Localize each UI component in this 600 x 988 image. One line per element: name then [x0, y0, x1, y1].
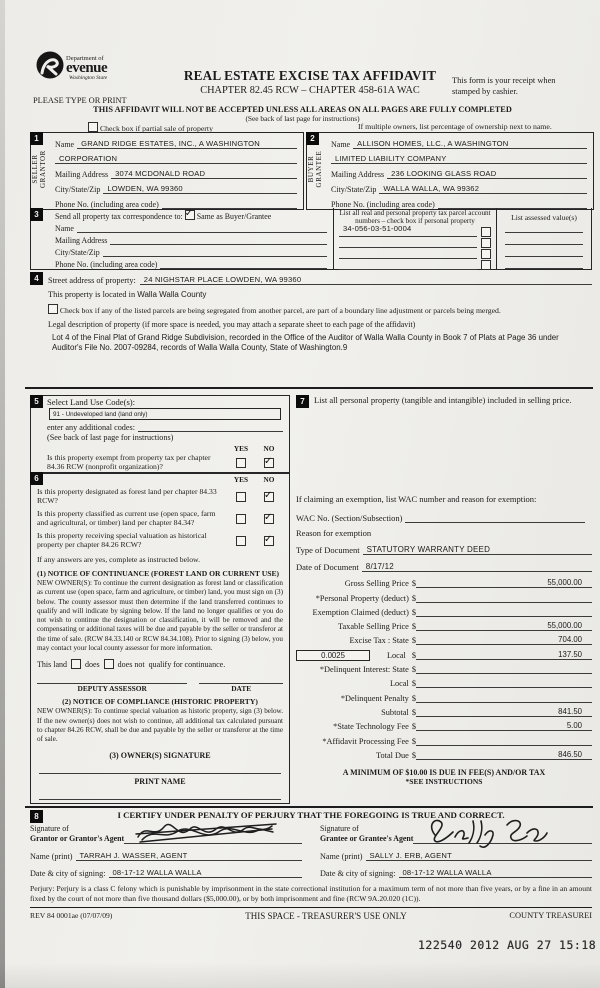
land-does-checkbox[interactable]: [71, 659, 81, 669]
street-address-label: Street address of property:: [48, 276, 136, 285]
money-row-local: 0.0025 Local $ 137.50: [296, 645, 592, 659]
legal-description-value: Lot 4 of the Final Plat of Grand Ridge Subdivision, recorded in the Office of the Auditor of Walla Walla County in Book 7 of Plats at Page 36 under Auditor's File No. 2007-09284, records of Walla Walla County, State of Washington.9: [52, 333, 559, 353]
q3-no-checkbox[interactable]: [264, 536, 274, 546]
wac-field[interactable]: [405, 522, 585, 523]
corr-address-label: Mailing Address: [55, 236, 108, 245]
excise-state-field[interactable]: 704.00: [416, 635, 592, 645]
parcel-field-4[interactable]: [339, 269, 477, 270]
land-use-title: Select Land Use Code(s):: [47, 397, 136, 407]
footer-row: [30, 911, 592, 921]
current-use-question: Is this property classified as current use (open space, farm and agricultural, or timber) land per chapter 84.34?: [37, 509, 216, 528]
assessed-field-2[interactable]: [505, 233, 583, 245]
deputy-date-label: DATE: [231, 684, 252, 694]
exempt-no-checkbox[interactable]: [264, 458, 274, 468]
q1-yes-checkbox[interactable]: [236, 492, 246, 502]
money-row-gross: Gross Selling Price $ 55,000.00: [296, 574, 592, 588]
certify-statement: I CERTIFY UNDER PENALTY OF PERJURY THAT THE FOREGOING IS TRUE AND CORRECT.: [117, 810, 505, 820]
section5-see-back: (See back of last page for instructions): [47, 433, 174, 442]
buyer-name-label: Name: [331, 140, 351, 149]
date-document-label: Date of Document: [296, 562, 359, 572]
exempt-question: Is this property exempt from property tax per chapter 84.36 RCW (nonprofit organization)?: [47, 453, 211, 472]
money-table: [296, 574, 592, 760]
parcel-row-1: [339, 223, 491, 237]
buyer-phone-label: Phone No. (including area code): [331, 200, 435, 209]
send-correspondence-label: Send all property tax correspondence to:: [55, 212, 183, 221]
owners-signature-field[interactable]: [39, 760, 281, 774]
treasurer-space-label: THIS SPACE - TREASURER'S USE ONLY: [245, 911, 407, 922]
money-row-taxable: Taxable Selling Price $ 55,000.00: [296, 617, 592, 631]
legal-description-label: Legal description of property (if more space is needed, you may attach a separate sheet to each page of the affidavit): [48, 320, 416, 329]
section4-badge: 4: [30, 272, 43, 285]
parcel-checkbox-3[interactable]: [481, 249, 491, 259]
type-document-label: Type of Document: [296, 545, 360, 555]
money-row-penalty: *Delinquent Penalty $: [296, 688, 592, 702]
logo-dept-text: Department of: [66, 54, 104, 62]
buyer-address-label: Mailing Address: [331, 170, 385, 179]
section-divider-rule: [25, 387, 593, 389]
street-address-row: [30, 272, 592, 285]
owners-print-name-field[interactable]: [39, 786, 281, 800]
this-land-label: This land: [37, 659, 67, 669]
seller-name-field[interactable]: GRAND RIDGE ESTATES, INC., A WASHINGTON: [77, 139, 297, 149]
same-as-buyer-checkbox[interactable]: [185, 210, 195, 220]
money-row-processing-fee: *Affidavit Processing Fee $: [296, 731, 592, 745]
located-county-value: Walla Walla County: [137, 290, 207, 299]
if-yes-note: If any answers are yes, complete as instructed below.: [37, 555, 201, 564]
grantee-name-print-label: Name (print): [320, 851, 363, 861]
forest-land-question: Is this property designated as forest land per chapter 84.33 RCW?: [37, 487, 217, 506]
land-qualify-row: [37, 659, 283, 669]
assessed-field-3[interactable]: [505, 245, 583, 257]
q2-no-checkbox[interactable]: [264, 514, 274, 524]
state-technology-fee-field[interactable]: 5.00: [416, 721, 592, 731]
does-label: does: [85, 659, 100, 669]
section8-badge: 8: [30, 810, 43, 823]
deputy-assessor-label: DEPUTY ASSESSOR: [77, 684, 147, 694]
q3-yes-checkbox[interactable]: [236, 536, 246, 546]
buyer-name-field[interactable]: ALLISON HOMES, LLC., A WASHINGTON: [353, 139, 587, 149]
seller-name-label: Name: [55, 140, 75, 149]
same-as-buyer-label: Same as Buyer/Grantee: [196, 212, 272, 221]
section7-badge: 7: [296, 395, 309, 408]
correspondence-column: [30, 208, 334, 270]
receipt-note: This form is your receipt when stamped by cashier.: [452, 76, 556, 96]
land-use-code-value: 91 - Undeveloped land (land only): [53, 410, 148, 418]
money-row-subtotal: Subtotal $ 841.50: [296, 703, 592, 717]
grantor-sig-label-2: Grantor or Grantor's Agent: [30, 833, 125, 843]
personal-property-label: List all personal property (tangible and intangible) included in selling price.: [314, 395, 572, 405]
grantor-date-city-label: Date & city of signing:: [30, 868, 106, 878]
parcel-row-4: [339, 259, 491, 270]
q1-no-checkbox[interactable]: [264, 492, 274, 502]
parcel-checkbox-2[interactable]: [481, 238, 491, 248]
perjury-statement: Perjury: Perjury is a class C felony which is punishable by imprisonment in the state correctional institution for a maximum term of not more than five years, or by a fine in an amount fixed by the court of not more than five thousand dollars ($5,000.00), or by both imprisonment and fine (RCW 9A.20.020 (1C)).: [30, 884, 592, 909]
personal-property-blank-area[interactable]: [296, 408, 592, 494]
assessed-field-4[interactable]: [505, 257, 583, 269]
please-type-label: PLEASE TYPE OR PRINT: [33, 96, 127, 105]
additional-codes-field[interactable]: [138, 431, 283, 432]
buyer-side-label: BUYER GRANTEE: [307, 150, 323, 188]
section8: [30, 810, 592, 921]
print-name-label: PRINT NAME: [134, 776, 186, 786]
wac-label: WAC No. (Section/Subsection): [296, 513, 403, 523]
form-subtitle: CHAPTER 82.45 RCW – CHAPTER 458-61A WAC: [200, 85, 420, 96]
local-rate-box[interactable]: 0.0025: [296, 650, 370, 661]
parcel-header: List all real and personal property tax parcel account numbers – check box if personal property: [339, 209, 491, 226]
affidavit-processing-fee-field[interactable]: [416, 736, 592, 746]
yes-header: YES: [233, 444, 249, 453]
deputy-date-field[interactable]: [199, 677, 283, 684]
no-header-2: NO: [263, 475, 275, 484]
scan-bottom-shadow: [0, 962, 600, 988]
notice-compliance-body: NEW OWNER(S): To continue special valuation as historic property, sign (3) below. If the new owner(s) does not wish to continue, all additional tax calculated pursuant to chapter 84.26 RCW, shall be due and payable by the seller or transferor at the time of sale.: [37, 707, 283, 744]
forest-land-row: [37, 487, 283, 506]
see-back-line: (See back of last page for instructions): [245, 114, 360, 123]
corr-phone-label: Phone No. (including area code): [55, 260, 158, 269]
historical-row: [37, 531, 283, 550]
section6-box: [30, 472, 290, 804]
grantee-sig-label-2: Grantee or Grantee's Agent: [320, 833, 414, 843]
multiple-owners-note: If multiple owners, list percentage of ownership next to name.: [358, 122, 552, 131]
grantor-name-print-label: Name (print): [30, 851, 73, 861]
date-document-field[interactable]: 8/17/12: [362, 561, 592, 572]
parcel-row-3: [339, 248, 491, 259]
corr-name-field[interactable]: [77, 232, 327, 233]
deputy-assessor-row: [37, 677, 283, 693]
seller-csz-field[interactable]: LOWDEN, WA 99360: [103, 184, 297, 194]
corr-csz-field[interactable]: [103, 256, 327, 257]
warning-line: THIS AFFIDAVIT WILL NOT BE ACCEPTED UNLESS ALL AREAS ON ALL PAGES ARE FULLY COMPLETED: [93, 105, 512, 114]
seller-grantor-box: [30, 132, 304, 210]
section3: [30, 208, 592, 270]
exemption-claimed-field[interactable]: [416, 607, 592, 617]
segregated-row: [48, 304, 592, 315]
segregated-checkbox[interactable]: [48, 304, 58, 314]
rev-number: REV 84 0001ae (07/07/09): [30, 911, 113, 921]
parcel-field-3[interactable]: [339, 258, 477, 259]
scan-edge-artifact: [0, 0, 5, 988]
parcel-checkbox-4[interactable]: [481, 260, 491, 270]
notice-continuance-title: (1) NOTICE OF CONTINUANCE (FOREST LAND OR CURRENT USE): [37, 569, 280, 578]
grantee-date-city-field[interactable]: 08-17-12 WALLA WALLA: [399, 868, 593, 878]
money-row-personal: *Personal Property (deduct) $: [296, 588, 592, 602]
buyer-grantee-box: [306, 132, 594, 210]
no-header: NO: [263, 444, 275, 453]
revenue-logo-icon: [35, 50, 65, 85]
section1-badge: 1: [30, 132, 43, 145]
section6-badge: 6: [30, 472, 43, 485]
buyer-csz-field[interactable]: WALLA WALLA, WA 99362: [379, 184, 587, 194]
parcel-field-1[interactable]: 34-056-03-51-0004: [339, 218, 477, 237]
money-row-excise-state: Excise Tax : State $ 704.00: [296, 631, 592, 645]
logo-revenue-text: evenue: [66, 59, 108, 76]
section5-yesno-header: [47, 444, 283, 453]
delinquent-interest-state-field[interactable]: [416, 664, 592, 674]
grantor-signature-block: [30, 824, 302, 878]
form-title: REAL ESTATE EXCISE TAX AFFIDAVIT: [183, 68, 437, 83]
parcel-field-2[interactable]: [339, 247, 477, 248]
exemption-note: If claiming an exemption, list WAC number and reason for exemption:: [296, 494, 537, 504]
send-correspondence-row: [55, 210, 327, 221]
section7: [296, 395, 592, 786]
dor-logo: [35, 50, 160, 85]
delinquent-penalty-field[interactable]: [416, 693, 592, 703]
treasurer-date-stamp: 122540 2012 AUG 27 15:18: [418, 938, 597, 952]
q2-yes-checkbox[interactable]: [236, 514, 246, 524]
grantee-signature-field[interactable]: [413, 829, 592, 844]
assessed-field-1[interactable]: [505, 222, 583, 233]
historical-question: Is this property receiving special valuation as historical property per chapter 84.26 RCW?: [37, 531, 207, 550]
section4: [30, 272, 592, 354]
seller-csz-label: City/State/Zip: [55, 185, 101, 194]
additional-codes-label: enter any additional codes:: [47, 423, 135, 432]
personal-property-deduct-field[interactable]: [416, 593, 592, 603]
land-use-code-select[interactable]: [49, 408, 281, 420]
personal-property-head: [296, 395, 592, 408]
grantor-signature-scribble: [132, 817, 282, 847]
notice-continuance-body: NEW OWNER(S): To continue the current designation as forest land or classification as current use (open space, farm and agriculture, or timber) land, you must sign on (3) below. The county assessor must then determine if the land transferred continues to qualify and will indicate by signing below. If the land no longer qualifies or you do not wish to continue the designation or classification, it will be removed and the compensating or additional taxes will be due and payable by the seller or transferor at the time of sale. (RCW 84.33.140 or RCW 84.34.108). Prior to signing (3) below, you may contact your local county assessor for more information.: [37, 579, 283, 653]
grantee-name-print-field[interactable]: SALLY J. ERB, AGENT: [366, 851, 592, 861]
section3-badge: 3: [30, 208, 43, 221]
grantor-date-city-field[interactable]: 08-17-12 WALLA WALLA: [109, 868, 303, 878]
seller-phone-label: Phone No. (including area code): [55, 200, 159, 209]
section2-badge: 2: [306, 132, 319, 145]
assessed-header: List assessed value(s): [511, 213, 577, 222]
grantee-date-city-label: Date & city of signing:: [320, 868, 396, 878]
partial-sale-label: Check box if partial sale of property: [99, 124, 213, 133]
buyer-csz-label: City/State/Zip: [331, 185, 377, 194]
buyer-name-field-2[interactable]: LIMITED LIABILITY COMPANY: [331, 154, 587, 164]
section5-badge: 5: [30, 395, 43, 408]
minimum-fee-note: A MINIMUM OF $10.00 IS DUE IN FEE(S) AND/OR TAX: [342, 767, 546, 777]
corr-csz-label: City/State/Zip: [55, 248, 100, 257]
delinquent-interest-local-field[interactable]: [416, 678, 592, 688]
seller-address-field[interactable]: 3074 MCDONALD ROAD: [111, 169, 297, 179]
money-row-total: Total Due $ 846.50: [296, 746, 592, 760]
seller-side-label: SELLER GRANTOR: [31, 150, 47, 188]
buyer-address-field[interactable]: 236 LOOKING GLASS ROAD: [387, 169, 587, 179]
corr-name-label: Name: [55, 224, 74, 233]
excise-local-field[interactable]: 137.50: [416, 650, 592, 660]
total-due-field[interactable]: 846.50: [416, 750, 592, 760]
money-row-delinquent-state: *Delinquent Interest: State $: [296, 660, 592, 674]
parcel-column: [334, 208, 497, 270]
gross-selling-price-field[interactable]: 55,000.00: [416, 578, 592, 588]
notice-compliance-title: (2) NOTICE OF COMPLIANCE (HISTORIC PROPERTY): [62, 697, 258, 707]
land-does-not-checkbox[interactable]: [104, 659, 114, 669]
grantor-signature-field[interactable]: [124, 829, 302, 844]
grantor-name-print-field[interactable]: TARRAH J. WASSER, AGENT: [76, 851, 302, 861]
grantor-sig-label-1: Signature of: [30, 824, 69, 833]
seller-name-field-2[interactable]: CORPORATION: [55, 154, 297, 164]
logo-state-text: Washington State: [69, 74, 108, 81]
section5-box: [30, 395, 290, 474]
type-document-field[interactable]: STATUTORY WARRANTY DEED: [363, 544, 592, 555]
money-row-exemption: Exemption Claimed (deduct) $: [296, 603, 592, 617]
section8-top-rule: [25, 806, 593, 808]
current-use-row: [37, 509, 283, 528]
does-not-label: does not: [117, 659, 145, 669]
segregated-label: Check box if any of the listed parcels are being segregated from another parcel, are part of a boundary line adjustment or parcels being merged.: [59, 306, 501, 315]
money-row-tech-fee: *State Technology Fee $ 5.00: [296, 717, 592, 731]
see-instructions-note: *SEE INSTRUCTIONS: [405, 776, 483, 786]
county-treasurer-label: COUNTY TREASUREI: [509, 911, 592, 921]
section6-yesno-header: [37, 475, 283, 484]
subtotal-field[interactable]: 841.50: [416, 707, 592, 717]
exempt-question-row: [47, 453, 283, 472]
owners-signature-title: (3) OWNER(S) SIGNATURE: [109, 750, 211, 760]
grantee-signature-block: [320, 824, 592, 878]
located-label: This property is located in: [48, 290, 136, 299]
grantee-signature-scribble: [419, 813, 549, 851]
exempt-yes-checkbox[interactable]: [236, 458, 246, 468]
located-row: [48, 290, 592, 299]
grantee-sig-label-1: Signature of: [320, 824, 359, 833]
partial-sale-checkbox[interactable]: [88, 122, 98, 132]
parcel-checkbox-1[interactable]: [481, 227, 491, 237]
street-address-field[interactable]: 24 NIGHSTAR PLACE LOWDEN, WA 99360: [140, 275, 592, 285]
corr-address-field[interactable]: [110, 244, 327, 245]
taxable-selling-price-field[interactable]: 55,000.00: [416, 621, 592, 631]
corr-phone-field[interactable]: [160, 268, 327, 269]
deputy-assessor-signature-field[interactable]: [37, 677, 187, 684]
reason-exemption-label: Reason for exemption: [296, 528, 372, 538]
money-row-delinquent-local: Local $: [296, 674, 592, 688]
assessed-column: [497, 208, 592, 270]
parcel-row-2: [339, 237, 491, 248]
seller-address-label: Mailing Address: [55, 170, 109, 179]
qualify-label: qualify for continuance.: [148, 659, 226, 669]
yes-header-2: YES: [233, 475, 249, 484]
